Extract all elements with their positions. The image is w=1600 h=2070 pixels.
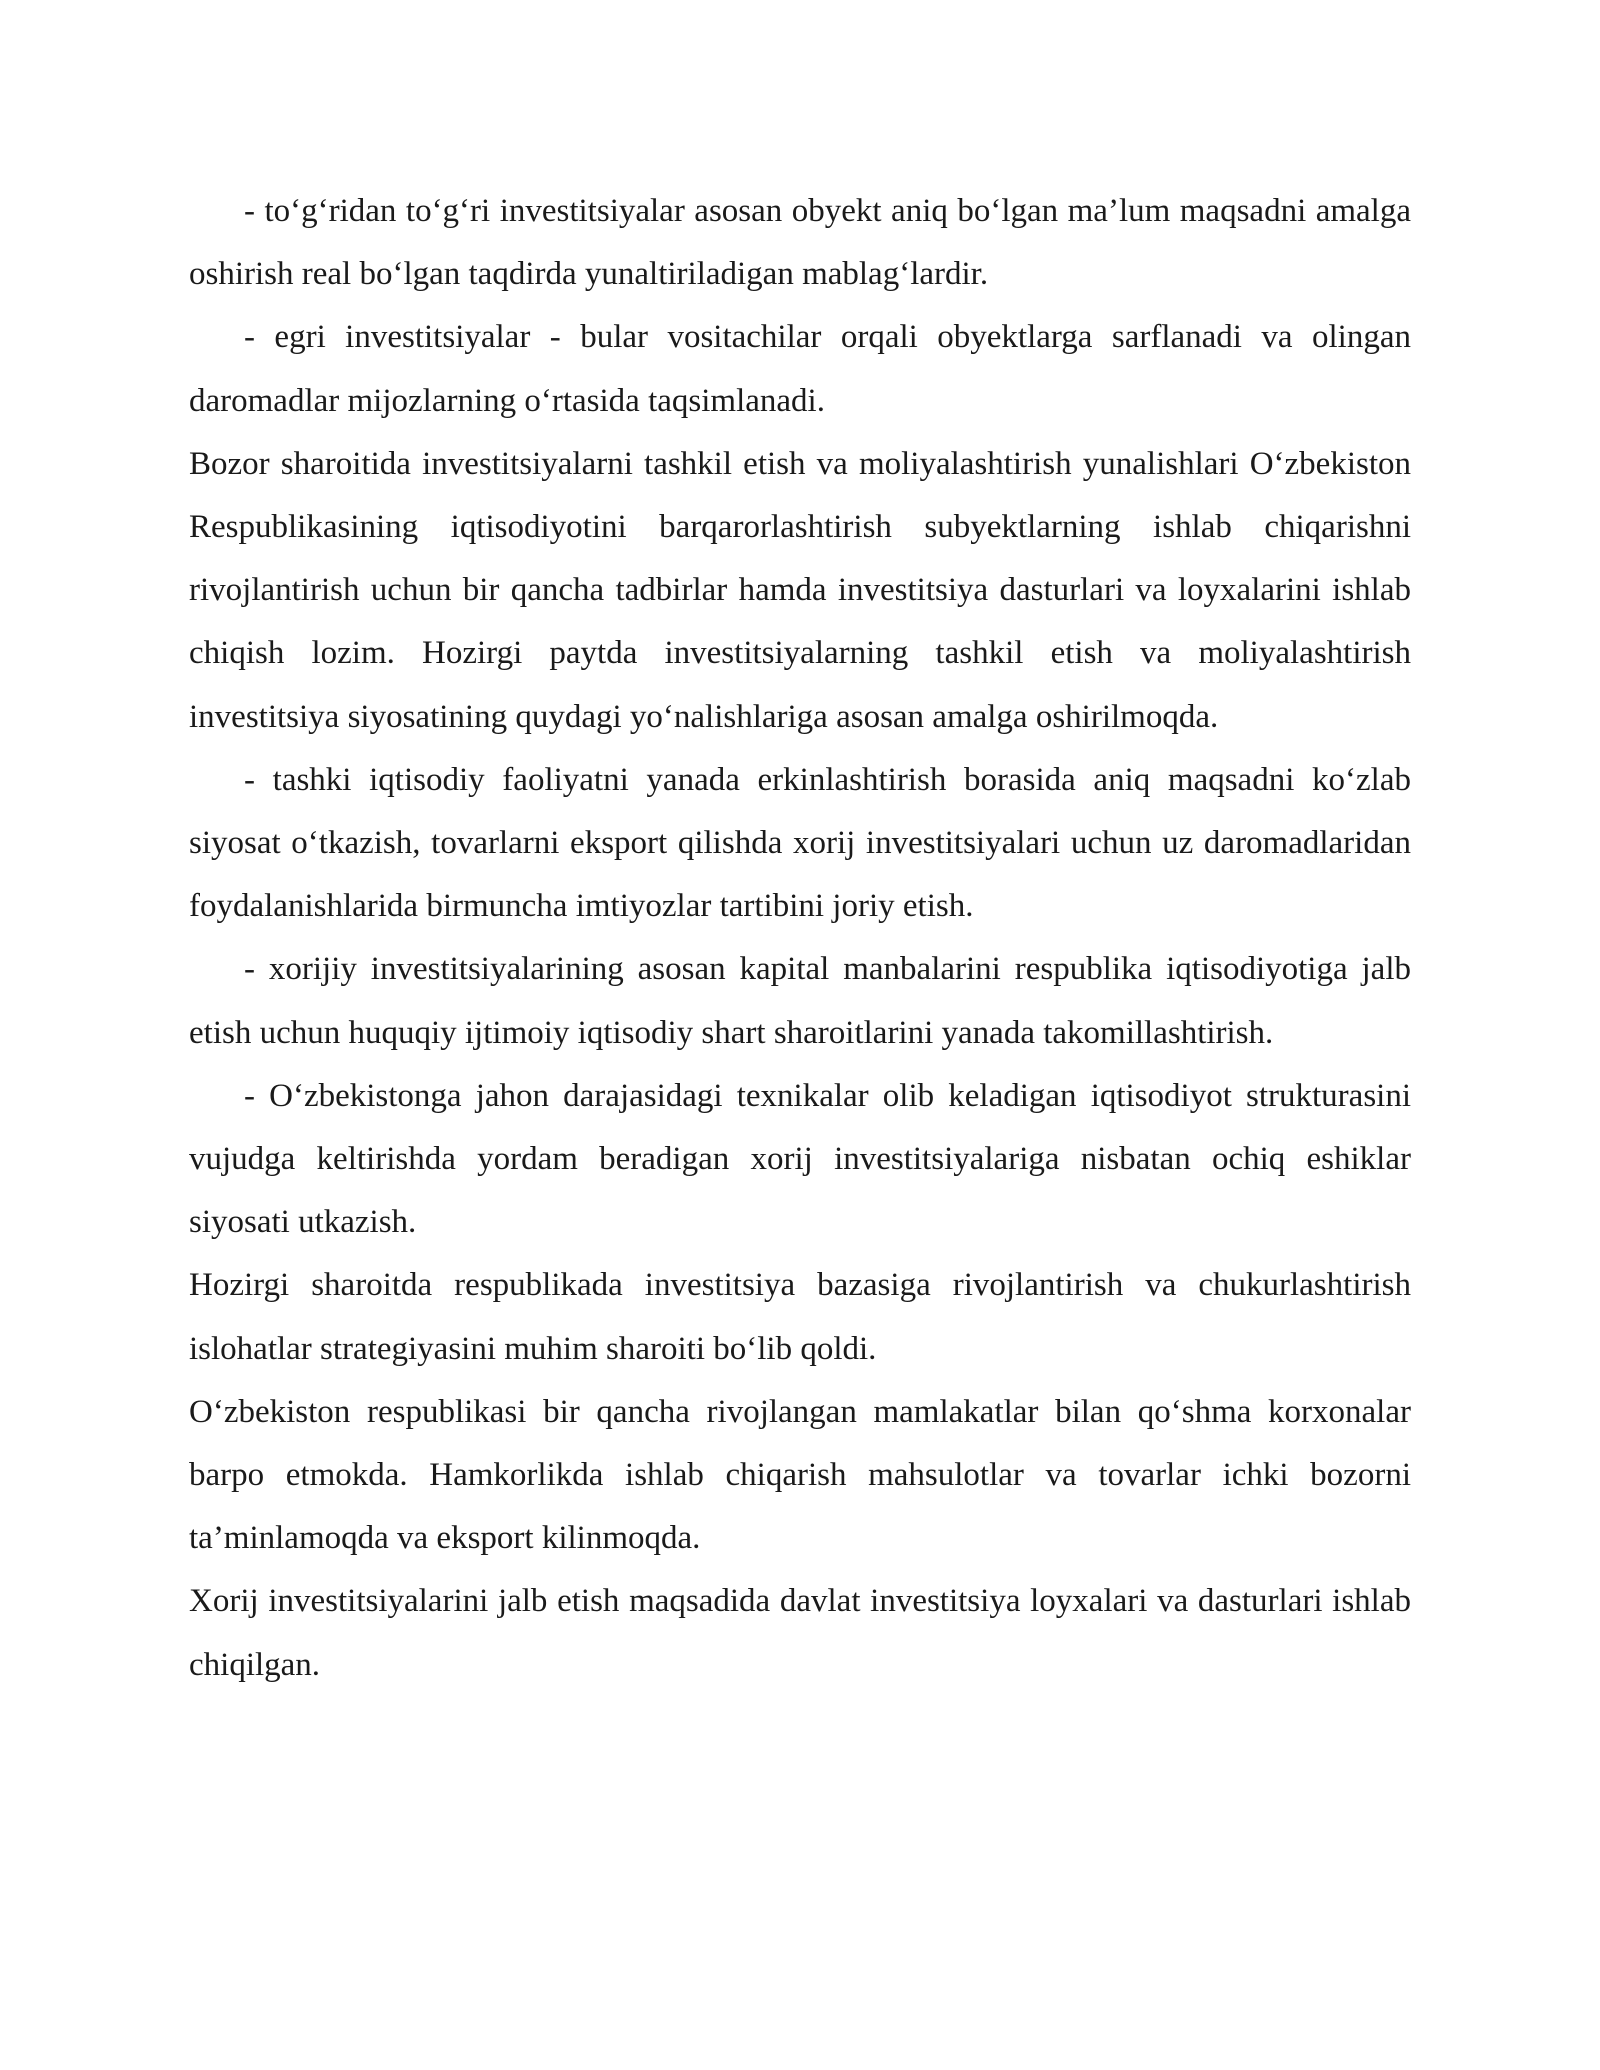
paragraph-joint-ventures: O‘zbekiston respublikasi bir qancha rivojlangan mamlakatlar bilan qo‘shma korxonalar barpo etmokda. Hamkorlikda ishlab chiqarish mahsulotlar va tovarlar ichki bozorni ta’minlamoqda va eksport kilinmoqda. [189, 1393, 1411, 1557]
document-body [189, 180, 1411, 1697]
paragraph-open-door-policy: - O‘zbekistonga jahon darajasidagi texnikalar olib keladigan iqtisodiyot strukturasini vujudga keltirishda yordam beradigan xorij investitsiyalariga nisbatan ochiq eshiklar siyosati utkazish. [189, 1077, 1411, 1241]
paragraph-state-programs: Xorij investitsiyalarini jalb etish maqsadida davlat investitsiya loyxalari va dasturlari ishlab chiqilgan. [189, 1583, 1411, 1683]
paragraph-foreign-capital: - xorijiy investitsiyalarining asosan kapital manbalarini respublika iqtisodiyotiga jalb etish uchun huquqiy ijtimoiy iqtisodiy shart sharoitlarini yanada takomillashtirish. [189, 951, 1411, 1051]
paragraph-foreign-economic-activity: - tashki iqtisodiy faoliyatni yanada erkinlashtirish borasida aniq maqsadni ko‘zlab siyosat o‘tkazish, tovarlarni eksport qilishda xorij investitsiyalari uchun uz daromadlaridan foydalanishlarida birmuncha imtiyozlar tartibini joriy etish. [189, 761, 1411, 925]
paragraph-indirect-investments: - egri investitsiyalar - bular vositachilar orqali obyektlarga sarflanadi va olingan daromadlar mijozlarning o‘rtasida taqsimlanadi. [189, 319, 1411, 419]
paragraph-direct-investments: - to‘g‘ridan to‘g‘ri investitsiyalar asosan obyekt aniq bo‘lgan ma’lum maqsadni amalga oshirish real bo‘lgan taqdirda yunaltiriladigan mablag‘lardir. [189, 193, 1411, 293]
paragraph-current-conditions: Hozirgi sharoitda respublikada investitsiya bazasiga rivojlantirish va chukurlashtirish islohatlar strategiyasini muhim sharoiti bo‘lib qoldi. [189, 1267, 1411, 1367]
paragraph-market-conditions: Bozor sharoitida investitsiyalarni tashkil etish va moliyalashtirish yunalishlari O‘zbekiston Respublikasining iqtisodiyotini barqarorlashtirish subyektlarning ishlab chiqarishni rivojlantirish uchun bir qancha tadbirlar hamda investitsiya dasturlari va loyxalarini ishlab chiqish lozim. Hozirgi paytda investitsiyalarning tashkil etish va moliyalashtirish investitsiya siyosatining quydagi yo‘nalishlariga asosan amalga oshirilmoqda. [189, 445, 1411, 735]
